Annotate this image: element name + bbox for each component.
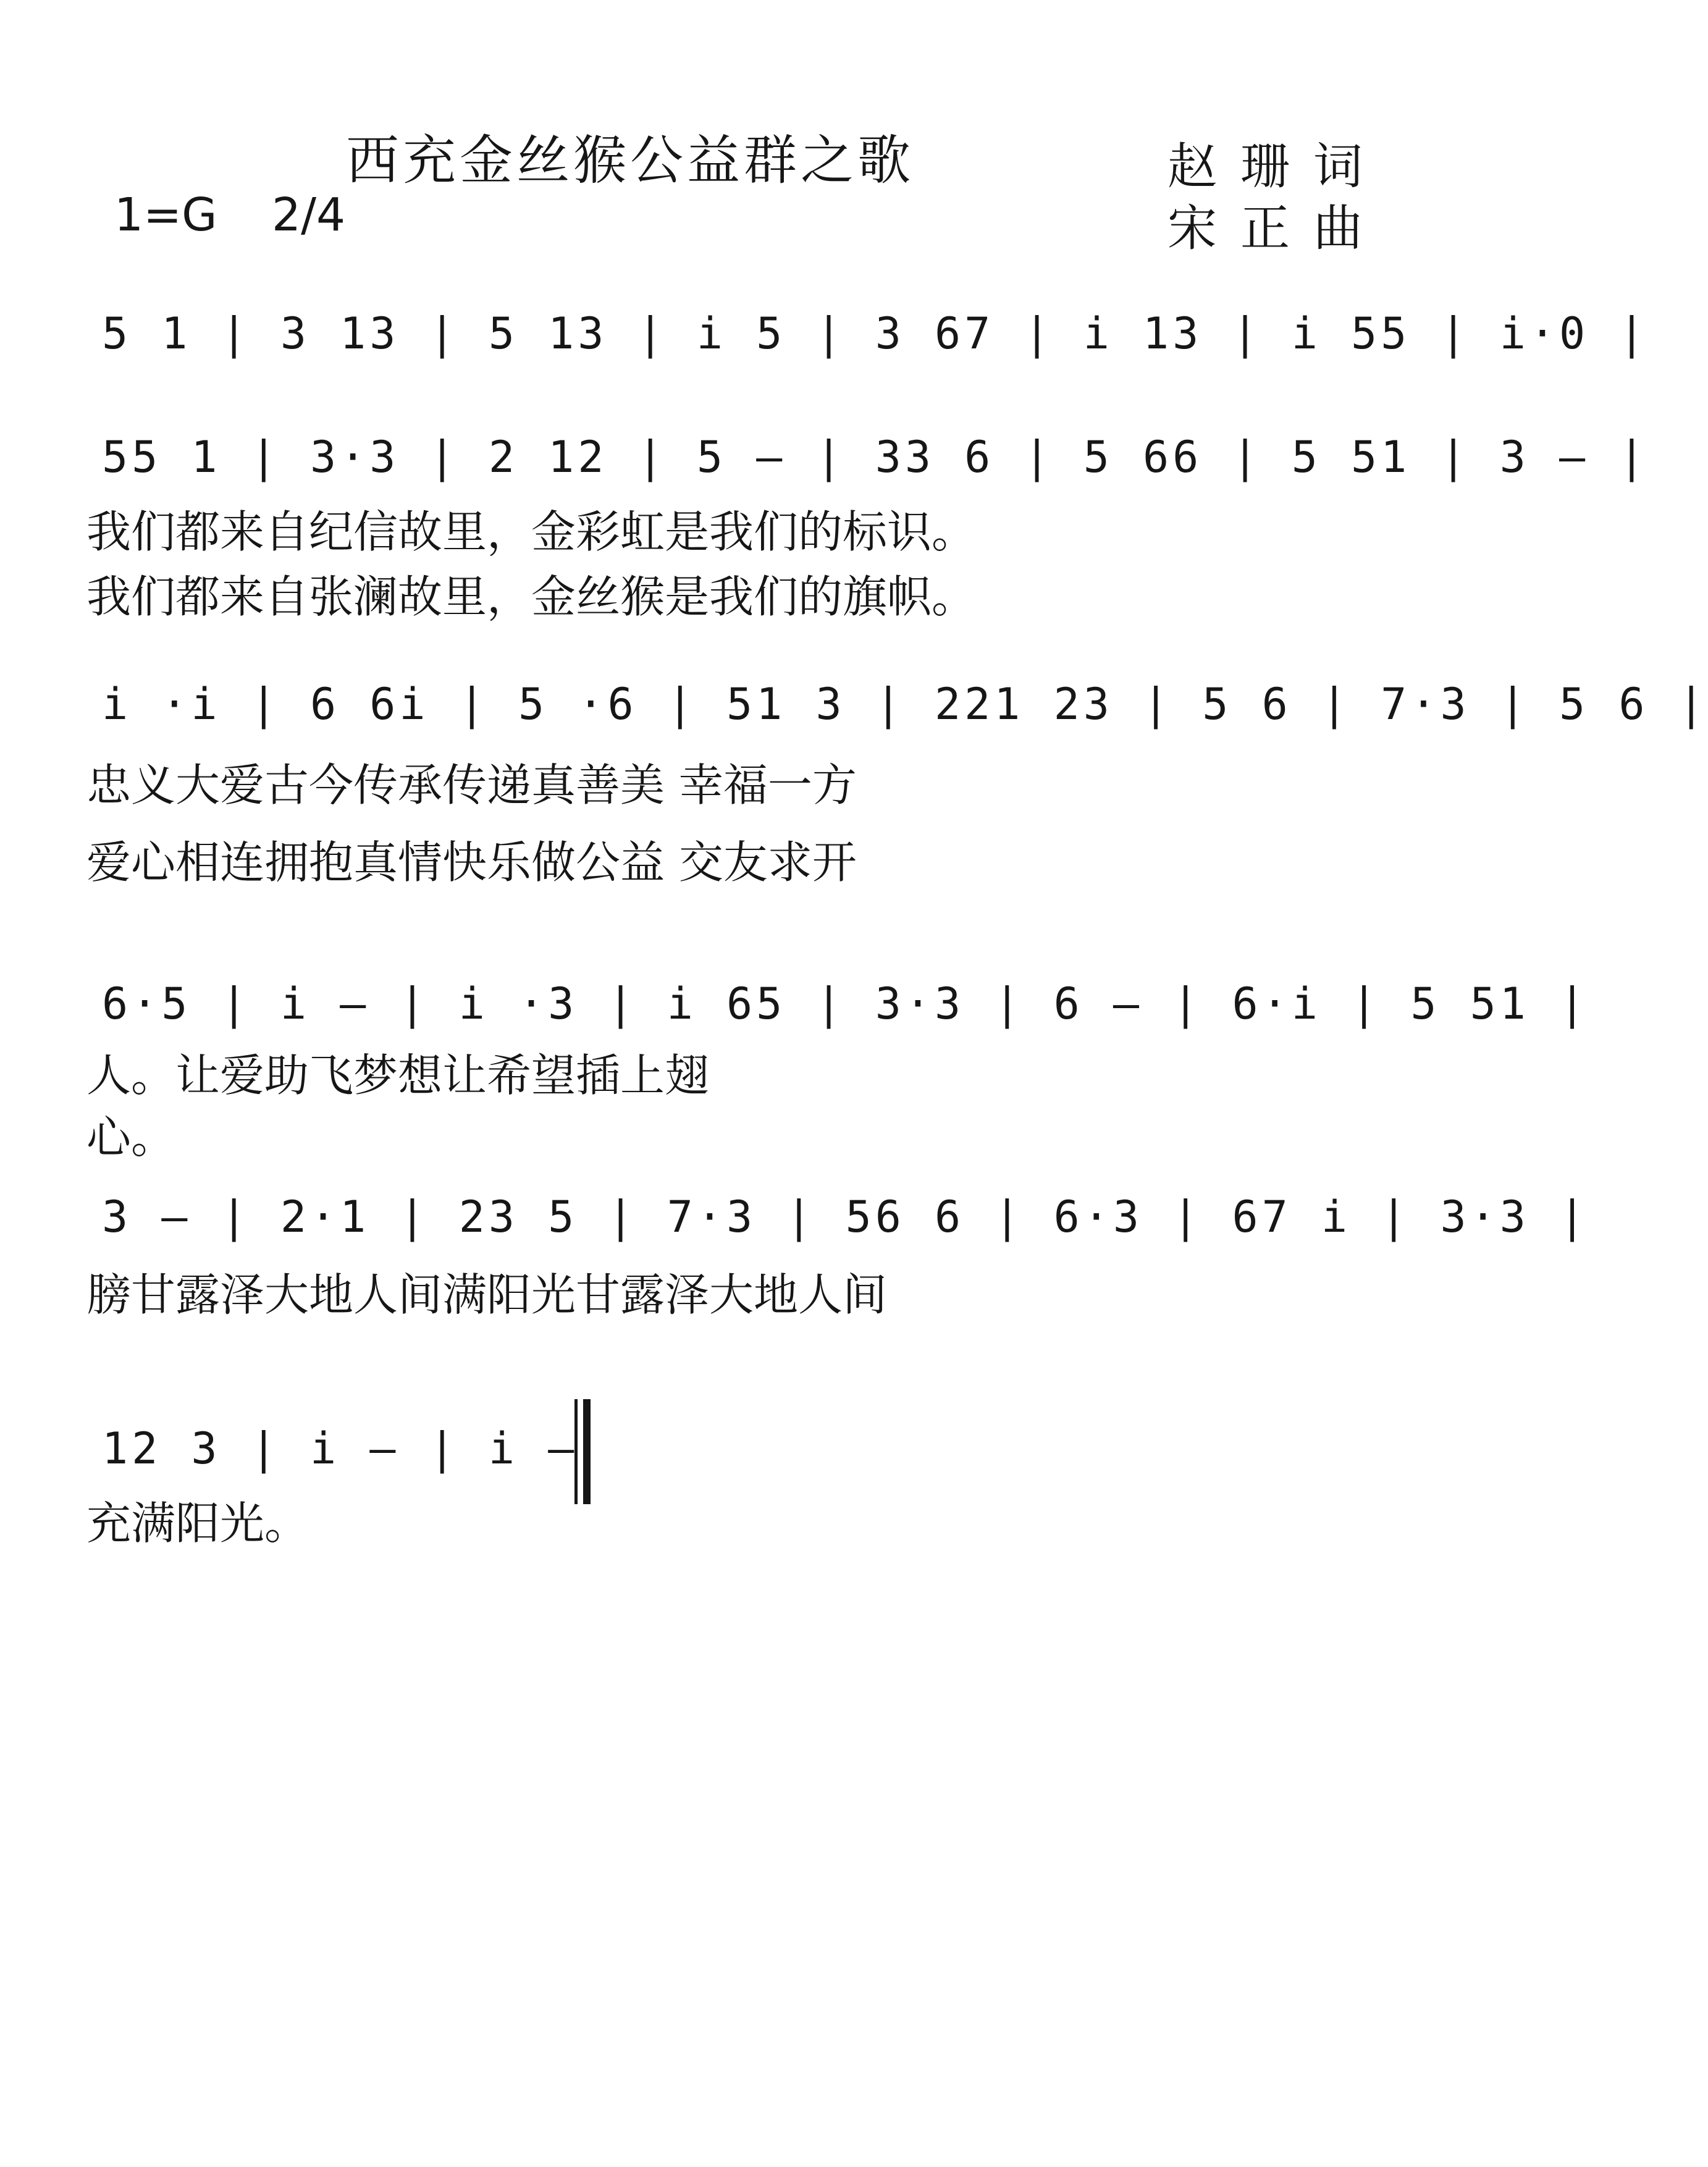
notation-line-2: 55 1 | 3·3 | 2 12 | 5 — | 33 6 | 5 66 | 5 51 | 3 — | [102, 432, 1649, 482]
time-signature: 2/4 [272, 188, 346, 242]
notation-line-6: 12 3 | i — | i — [102, 1423, 578, 1474]
lyric-line-4-verse-1: 人。让爱助飞梦想让希望插上翅 [86, 1050, 710, 1101]
lyricist-credit: 赵珊词 [1167, 138, 1386, 195]
composer-credit: 宋正曲 [1167, 200, 1386, 257]
notation-line-1: 5 1 | 3 13 | 5 13 | i 5 | 3 67 | i 13 | i 55 | i·0 | [102, 308, 1649, 359]
key-signature: 1=G [114, 188, 217, 242]
lyric-line-5: 膀甘露泽大地人间满阳光甘露泽大地人间 [86, 1269, 888, 1321]
lyric-line-2-verse-2: 我们都来自张澜故里，金丝猴是我们的旗帜。 [86, 571, 977, 623]
lyric-line-2-verse-1: 我们都来自纪信故里，金彩虹是我们的标识。 [86, 506, 977, 558]
lyric-line-3-verse-2: 爱心相连拥抱真情快乐做公益 交友求开 [86, 836, 857, 888]
song-title: 西充金丝猴公益群之歌 [346, 130, 914, 191]
lyric-line-4-verse-2: 心。 [86, 1111, 176, 1163]
final-barline [574, 1399, 591, 1504]
lyric-line-3-verse-1: 忠义大爱古今传承传递真善美 幸福一方 [86, 759, 857, 811]
lyric-line-6: 充满阳光。 [86, 1497, 309, 1549]
notation-line-3: i ·i | 6 6i | 5 ·6 | 51 3 | 221 23 | 5 6 | 7·3 | 5 6 | [102, 679, 1708, 730]
notation-line-5: 3 — | 2·1 | 23 5 | 7·3 | 56 6 | 6·3 | 67 i | 3·3 | [102, 1192, 1589, 1242]
notation-line-4: 6·5 | i — | i ·3 | i 65 | 3·3 | 6 — | 6·i | 5 51 | [102, 978, 1589, 1029]
